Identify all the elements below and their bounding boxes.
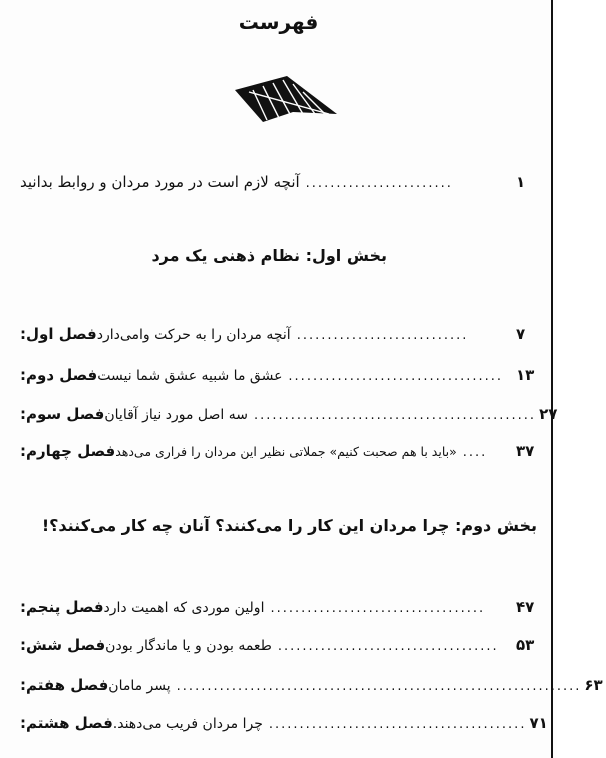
toc-leader-dots: .............................................. <box>253 408 537 423</box>
toc-page-number: ۱۳ <box>516 366 535 384</box>
toc-page-number: ۷۱ <box>529 714 548 732</box>
toc-page-number: ۷ <box>516 325 526 343</box>
toc-page-number: ۱ <box>516 173 526 191</box>
chapter-title: اولین موردی که اهمیت دارد <box>103 600 265 616</box>
toc-page-number: ۴۷ <box>516 598 535 616</box>
toc-leader-dots: .... <box>462 445 488 460</box>
toc-intro-title: آنچه لازم است در مورد مردان و روابط بدانید <box>20 173 300 191</box>
chapter-title: آنچه مردان را به حرکت وامی‌دارد <box>96 327 291 343</box>
chapter-label: فصل هشتم: <box>20 714 113 732</box>
chapter-label: فصل دوم: <box>20 366 98 384</box>
toc-page-number: ۳۷ <box>516 442 535 460</box>
chapter-label: فصل اول: <box>20 325 97 343</box>
chapter-title: پسر مامان <box>108 678 171 694</box>
toc-chapter-row[interactable] <box>20 598 538 616</box>
chapter-label: فصل چهارم: <box>20 442 116 460</box>
toc-page-number: ۵۳ <box>516 636 535 654</box>
toc-chapter-row[interactable] <box>20 325 538 343</box>
toc-leader-dots: ............................ <box>296 328 469 343</box>
toc-chapter-row[interactable] <box>20 676 603 694</box>
toc-leader-dots: .................................................................. <box>176 679 582 694</box>
toc-leader-dots: ................................... <box>270 601 486 616</box>
toc-page-number: ۶۳ <box>584 676 603 694</box>
toc-chapter-row[interactable] <box>20 405 558 423</box>
part2-heading: بخش دوم: چرا مردان این کار را می‌کنند؟ آنان چه کار می‌کنند؟! <box>41 516 537 535</box>
toc-chapter-row[interactable] <box>20 442 538 460</box>
chapter-label: فصل سوم: <box>20 405 105 423</box>
toc-leader-dots: .......................................... <box>268 717 527 732</box>
page-title: فهرست <box>238 10 319 34</box>
part1-heading: بخش اول: نظام ذهنی یک مرد <box>151 246 387 265</box>
chapter-label: فصل پنجم: <box>20 598 104 616</box>
chapter-title: عشق ما شبیه عشق شما نیست <box>97 368 283 384</box>
page-edge-line <box>551 0 553 758</box>
toc-page-number: ۲۷ <box>539 405 558 423</box>
chapter-title: «باید با هم صحبت کنیم» جملاتی نظیر این مردان را فراری می‌دهد <box>115 444 457 459</box>
chapter-title: چرا مردان فریب می‌دهند. <box>112 716 263 732</box>
chapter-label: فصل هفتم: <box>20 676 109 694</box>
chapter-label: فصل شش: <box>20 636 106 654</box>
leaf-ornament-icon <box>233 74 339 126</box>
toc-leader-dots: .................................... <box>277 639 499 654</box>
toc-leader-dots: ........................ <box>305 176 453 191</box>
toc-chapter-row[interactable] <box>20 636 538 654</box>
chapter-title: طعمه بودن و یا ماندگار بودن <box>105 638 272 654</box>
toc-chapter-row[interactable] <box>20 366 538 384</box>
toc-intro-row[interactable] <box>20 173 538 191</box>
chapter-title: سه اصل مورد نیاز آقایان <box>104 407 248 423</box>
toc-chapter-row[interactable] <box>20 714 548 732</box>
toc-leader-dots: ................................... <box>288 369 504 384</box>
